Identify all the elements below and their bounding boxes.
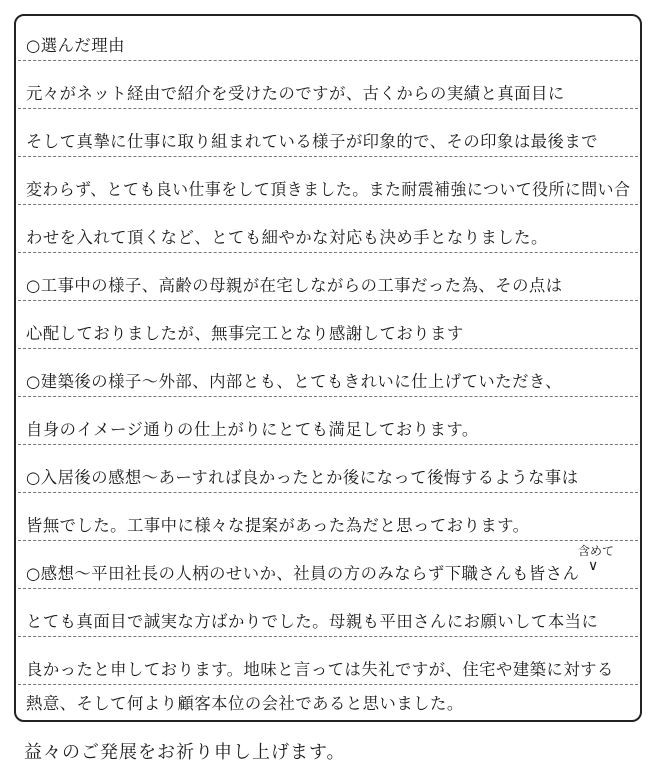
ruled-line bbox=[18, 684, 638, 685]
ruled-line bbox=[18, 156, 638, 157]
closing-line: 益々のご発展をお祈り申し上げます。 bbox=[24, 742, 346, 763]
body-line: 熱意、そして何より顧客本位の会社であると思いました。 bbox=[26, 694, 464, 713]
body-line: とても真面目で誠実な方ばかりでした。母親も平田さんにお願いして本当に bbox=[26, 612, 599, 631]
body-line: 心配しておりましたが、無事完工となり感謝しております bbox=[26, 324, 464, 343]
ruled-line bbox=[18, 396, 638, 397]
ruled-line bbox=[18, 636, 638, 637]
body-line: 自身のイメージ通りの仕上がりにとても満足しております。 bbox=[26, 420, 479, 439]
body-line: 皆無でした。工事中に様々な提案があった為だと思っております。 bbox=[26, 516, 530, 535]
insertion-caret: ∨ bbox=[588, 558, 599, 574]
ruled-line bbox=[18, 60, 638, 61]
section-heading-impressions: ○感想～平田社長の人柄のせいか、社員の方のみならず下職さんも皆さん bbox=[26, 564, 580, 583]
ruled-line bbox=[18, 348, 638, 349]
section-heading-after-build: ○建築後の様子～外部、内部とも、とてもきれいに仕上げていただき、 bbox=[26, 372, 562, 391]
body-line: 良かったと申しております。地味と言っては失礼ですが、住宅や建築に対する bbox=[26, 660, 614, 679]
body-line: そして真摯に仕事に取り組まれている様子が印象的で、その印象は最後まで bbox=[26, 132, 598, 151]
ruled-line bbox=[18, 444, 638, 445]
section-heading-construction: ○工事中の様子、高齢の母親が在宅しながらの工事だった為、その点は bbox=[26, 276, 563, 295]
insertion-note: 含めて bbox=[578, 544, 615, 558]
body-line: 変わらず、とても良い仕事をして頂きました。また耐震補強について役所に問い合 bbox=[26, 180, 631, 199]
ruled-line bbox=[18, 540, 638, 541]
body-line: わせを入れて頂くなど、とても細やかな対応も決め手となりました。 bbox=[26, 228, 548, 247]
section-heading-reason: ○選んだ理由 bbox=[26, 36, 125, 55]
body-line: 元々がネット経由で紹介を受けたのですが、古くからの実績と真面目に bbox=[26, 84, 565, 103]
ruled-line bbox=[18, 252, 638, 253]
ruled-line bbox=[18, 492, 638, 493]
ruled-line bbox=[18, 588, 638, 589]
section-heading-after-move-in: ○入居後の感想～あーすれば良かったとか後になって後悔するような事は bbox=[26, 468, 579, 487]
ruled-line bbox=[18, 108, 638, 109]
ruled-line bbox=[18, 204, 638, 205]
ruled-line bbox=[18, 300, 638, 301]
